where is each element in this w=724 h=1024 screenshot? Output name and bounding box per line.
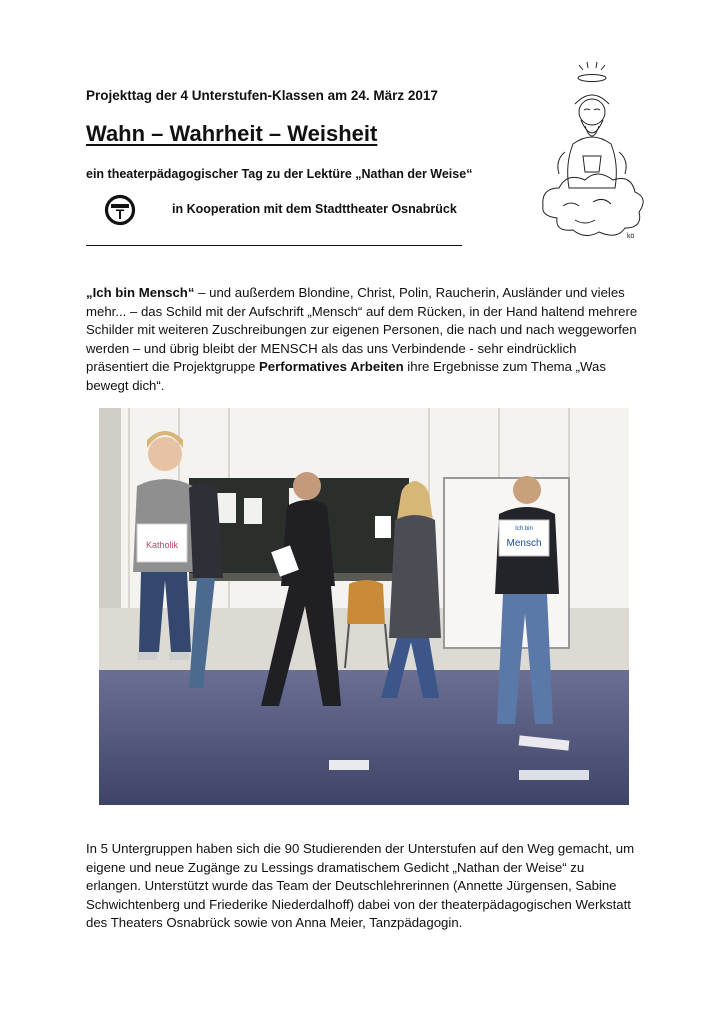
sign-katholik: Katholik	[145, 540, 179, 550]
header-divider	[86, 245, 462, 246]
page-title: Wahn – Wahrheit – Weisheit	[86, 121, 378, 146]
nathan-sketch-icon	[535, 56, 647, 246]
sign-mensch: Mensch	[506, 538, 542, 549]
paragraph-text-b: ihre Ergebnisse zum Thema „Was bewegt dich“.	[86, 359, 606, 393]
drawing-signature: kö	[627, 233, 635, 240]
subtitle: ein theaterpädagogischer Tag zu der Lektüre „Nathan der Weise“	[86, 167, 473, 181]
logo-letter: T	[115, 206, 125, 222]
cooperation-text: in Kooperation mit dem Stadttheater Osnabrück	[172, 202, 457, 216]
paragraph-text-a: – und außerdem Blondine, Christ, Polin, Raucherin, Ausländer und vieles mehr... – das Schild mit der Aufschrift „Mensch“ auf dem Rücken, in der Hand haltend mehrere Schilder mit weiteren Zuschreibungen zur eigenen Personen, die nach und nach weggeworfen werden – und übrig bleibt der MENSCH als das uns Verbindende - sehr eindrücklich präsentiert die Projektgruppe	[86, 285, 638, 374]
paragraph-performance	[86, 284, 638, 395]
paragraph-groups: In 5 Untergruppen haben sich die 90 Studierenden der Unterstufen auf den Weg gemacht, um eigene und neue Zugänge zu Lessings dramatischem Gedicht „Nathan der Weise“ zu erlangen. Unterstützt wurde das Team der Deutschlehrerinnen (Annette Jürgensen, Sabine Schwichtenberg und Friederike Niederdalhoff) dabei von der theaterpädagogischen Werkstatt des Theaters Osnabrück sowie von Anna Meier, Tanzpädagogin.	[86, 841, 635, 930]
group-name: Performatives Arbeiten	[259, 359, 404, 374]
sign-ich-bin: Ich bin	[515, 526, 533, 532]
project-day-line: Projekttag der 4 Unterstufen-Klassen am 24. März 2017	[86, 88, 438, 103]
lead-quote: „Ich bin Mensch“	[86, 285, 195, 300]
theater-osnabrueck-logo-icon	[104, 194, 136, 226]
performance-photo	[99, 408, 629, 805]
